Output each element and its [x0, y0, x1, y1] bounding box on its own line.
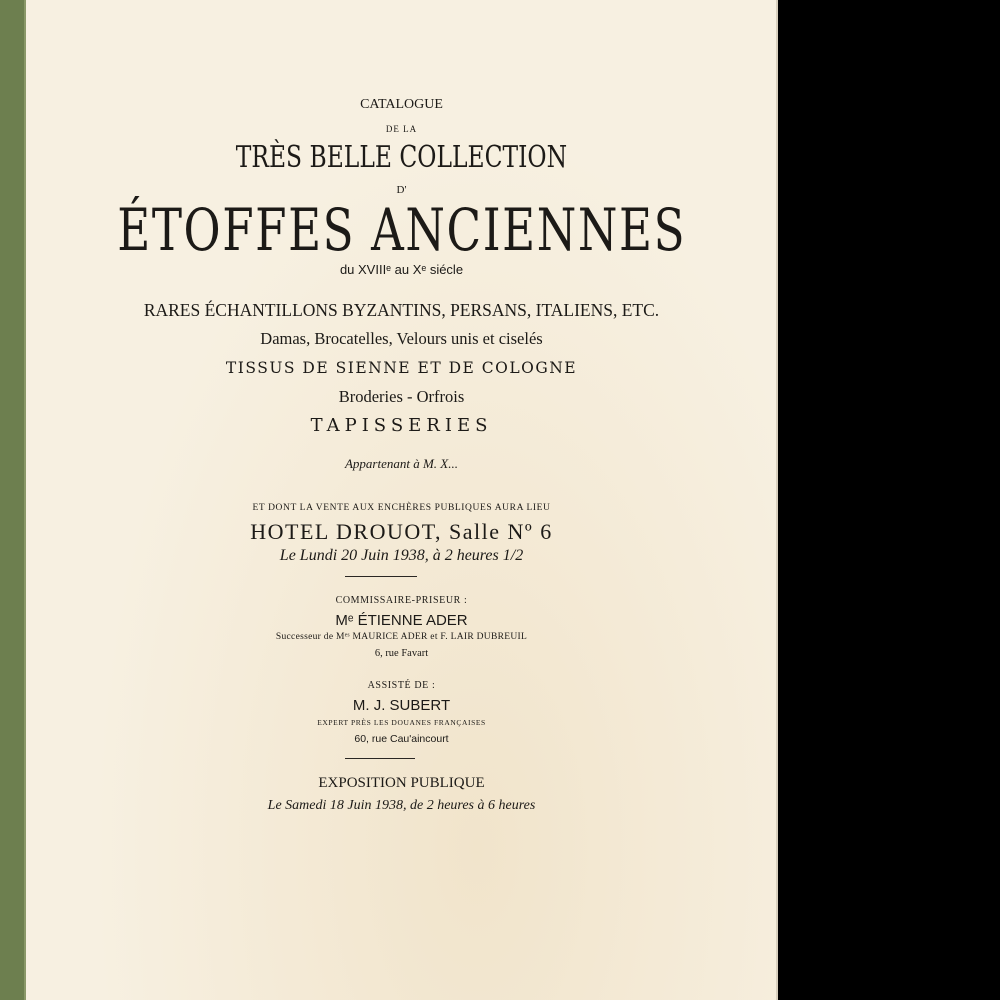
- divider-rule-2: [345, 758, 415, 759]
- rare-samples-line: RARES ÉCHANTILLONS BYZANTINS, PERSANS, ITALIENS, ETC.: [143, 300, 660, 320]
- venue-line: HOTEL DROUOT, Salle Nº 6: [250, 519, 553, 544]
- tapisseries-line: TAPISSERIES: [310, 415, 493, 436]
- sale-date: Le Lundi 20 Juin 1938, à 2 heures 1/2: [279, 547, 524, 564]
- owner-line: Appartenant à M. X...: [344, 456, 458, 471]
- tissus-line: TISSUS DE SIENNE ET DE COLOGNE: [225, 359, 578, 377]
- main-title: [26, 196, 777, 264]
- de-la-label: DE LA: [385, 124, 418, 134]
- period-subtitle: du XVIIIᵉ au Xᵉ siécle: [339, 262, 464, 277]
- auctioneer-address: 6, rue Favart: [374, 648, 429, 659]
- auctioneer-label: COMMISSAIRE-PRISEUR :: [335, 595, 468, 606]
- exhibition-date: Le Samedi 18 Juin 1938, de 2 heures à 6 heures: [267, 798, 536, 813]
- assistant-address: 60, rue Cau'aincourt: [354, 733, 449, 745]
- main-title-text: ÉTOFFES ANCIENNES: [117, 196, 686, 264]
- broderies-line: Broderies - Orfrois: [338, 387, 465, 406]
- fabrics-line: Damas, Brocatelles, Velours unis et ciselés: [260, 329, 543, 348]
- assistant-label: ASSISTÉ DE :: [367, 680, 436, 691]
- sale-intro: ET DONT LA VENTE AUX ENCHÈRES PUBLIQUES AURA LIEU: [252, 503, 551, 513]
- collection-heading-text: TRÈS BELLE COLLECTION: [235, 140, 568, 175]
- d-apostrophe: D': [396, 184, 407, 196]
- divider-rule: [345, 576, 417, 577]
- auctioneer-name: Mᵉ ÉTIENNE ADER: [335, 612, 468, 629]
- exhibition-label: EXPOSITION PUBLIQUE: [318, 775, 485, 791]
- assistant-title: EXPERT PRÈS LES DOUANES FRANÇAISES: [317, 718, 486, 727]
- catalogue-label: CATALOGUE: [360, 97, 443, 112]
- collection-heading: [26, 140, 777, 175]
- assistant-name: M. J. SUBERT: [352, 697, 451, 714]
- auctioneer-successor: Successeur de Mᵉˢ MAURICE ADER et F. LAIR DUBREUIL: [275, 632, 528, 642]
- cover-spine: [0, 0, 26, 1000]
